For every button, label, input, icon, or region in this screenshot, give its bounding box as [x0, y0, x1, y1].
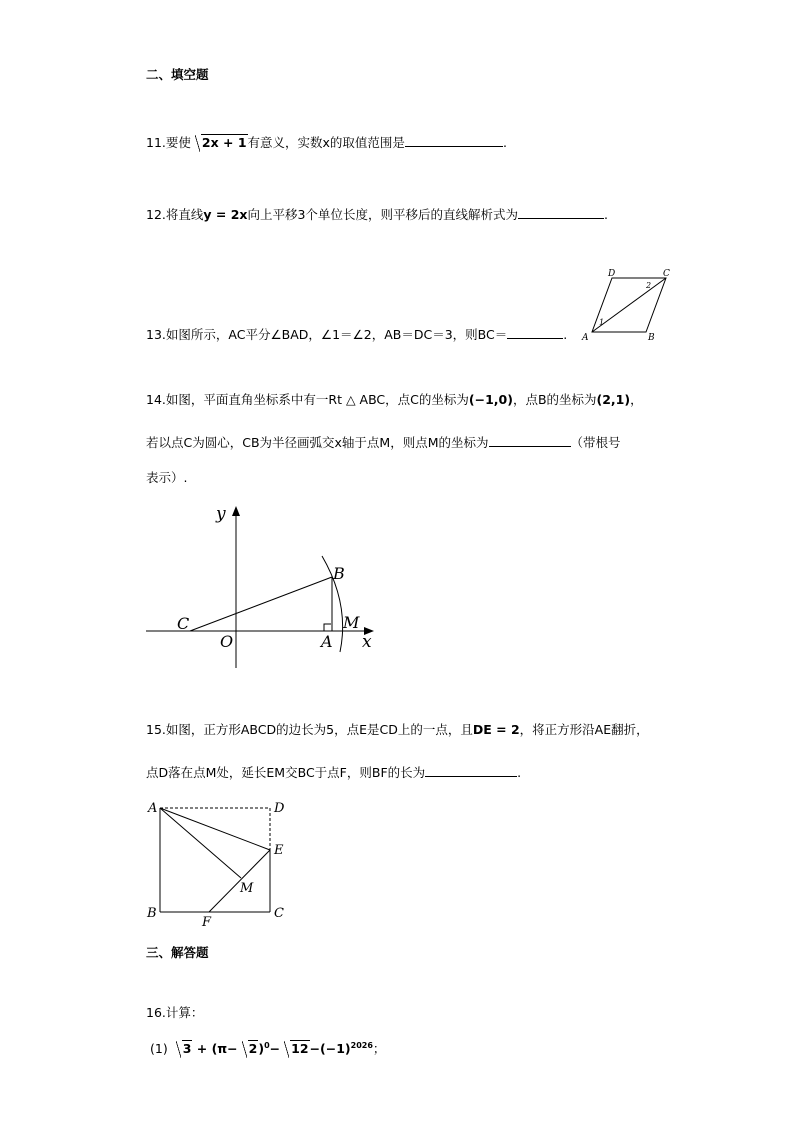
- question-16-part1: [150, 1038, 385, 1057]
- segment-am: [160, 808, 241, 878]
- answer-blank-14[interactable]: [489, 434, 571, 447]
- label-b: B: [333, 564, 345, 583]
- q12-equation: y = 2x: [203, 207, 248, 222]
- q16-exp-2026: 2026: [350, 1041, 373, 1050]
- q14-text-2: 若以点C为圆心，CB为半径画弧交x轴于点M，则点M的坐标为: [146, 435, 489, 450]
- section-title-solve: 三、解答题: [146, 945, 209, 960]
- label-a: A: [321, 632, 333, 651]
- label-a: A: [148, 801, 158, 816]
- answer-blank-15[interactable]: [425, 764, 517, 777]
- q11-end: .: [502, 135, 507, 150]
- square-figure: [144, 798, 294, 930]
- q12-end: .: [603, 207, 608, 222]
- label-b: B: [147, 906, 157, 921]
- label-d: D: [274, 801, 285, 816]
- q12-text: 向上平移3个单位长度，则平移后的直线解析式为: [247, 207, 518, 222]
- y-axis-arrow: [232, 506, 240, 516]
- q16-semicolon: ；: [372, 1041, 386, 1057]
- label-b: B: [648, 333, 655, 343]
- sqrt-symbol: [192, 135, 248, 151]
- sqrt-3: 3: [173, 1041, 193, 1057]
- right-angle-mark: [324, 624, 331, 631]
- label-c: C: [663, 269, 670, 279]
- q15-de: DE = 2: [472, 722, 520, 737]
- q11-radicand: 2x + 1: [201, 135, 247, 150]
- coord-c: (−1,0): [468, 392, 513, 407]
- answer-blank-12[interactable]: [518, 206, 604, 219]
- q16-close: ): [258, 1041, 265, 1057]
- coordinate-figure: [146, 500, 378, 670]
- q14-text-2-end: （带根号: [570, 435, 621, 450]
- label-x: x: [362, 632, 372, 652]
- q16-exp-0: 0: [264, 1041, 270, 1050]
- answer-blank-11[interactable]: [405, 134, 503, 147]
- sqrt-2: 2: [239, 1041, 259, 1057]
- question-11: [146, 134, 507, 151]
- parallelogram-figure: [578, 266, 678, 344]
- q15-text-2: 点D落在点M处，延长EM交BC于点F，则BF的长为: [146, 765, 426, 780]
- q13-text: 13.如图所示，AC平分∠BAD，∠1＝∠2，AB＝DC＝3，则BC＝: [146, 327, 508, 342]
- segment-ae: [160, 808, 270, 850]
- answer-blank-13[interactable]: [507, 326, 563, 339]
- label-c: C: [274, 906, 284, 921]
- sqrt-12: 12: [281, 1041, 309, 1057]
- question-14-line2: [146, 434, 621, 451]
- coord-b: (2,1): [596, 392, 631, 407]
- q16-part1-label: (1): [150, 1041, 168, 1057]
- q15-text-a: 15.如图，正方形ABCD的边长为5，点E是CD上的一点，且: [146, 722, 473, 737]
- q14-text-c: ，: [630, 392, 643, 407]
- q11-prefix: 11.要使: [146, 135, 191, 150]
- label-y: y: [216, 504, 226, 524]
- label-angle-1: 1: [599, 318, 605, 327]
- q15-text-b: ，将正方形沿AE翻折，: [519, 722, 649, 737]
- question-14-line3: 表示）.: [146, 470, 188, 485]
- label-m: M: [343, 613, 360, 632]
- q12-prefix: 12.将直线: [146, 207, 204, 222]
- label-angle-2: 2: [646, 281, 652, 290]
- question-15-line1: [146, 722, 649, 738]
- q16-plus-pi: + (π−: [192, 1041, 238, 1057]
- label-a: A: [582, 333, 589, 343]
- question-14-line1: [146, 392, 643, 408]
- label-o: O: [220, 632, 234, 651]
- q14-text-a: 14.如图，平面直角坐标系中有一Rt △ ABC，点C的坐标为: [146, 392, 469, 407]
- label-f: F: [202, 915, 212, 930]
- segment-cb: [190, 577, 332, 631]
- q14-text-b: ，点B的坐标为: [512, 392, 597, 407]
- label-e: E: [274, 843, 284, 858]
- q13-end: .: [563, 327, 568, 342]
- q15-end: .: [517, 765, 522, 780]
- label-m: M: [240, 881, 254, 896]
- q16-minus: −: [269, 1041, 281, 1057]
- section-title-fill-blank: 二、填空题: [146, 67, 209, 82]
- question-16-title: 16.计算：: [146, 1005, 204, 1020]
- label-d: D: [608, 269, 616, 279]
- question-13: [146, 326, 567, 343]
- q11-text: 有意义，实数x的取值范围是: [247, 135, 405, 150]
- q16-tail: −(−1): [309, 1041, 351, 1057]
- question-12: [146, 206, 608, 223]
- label-c: C: [177, 614, 190, 633]
- question-15-line2: [146, 764, 521, 781]
